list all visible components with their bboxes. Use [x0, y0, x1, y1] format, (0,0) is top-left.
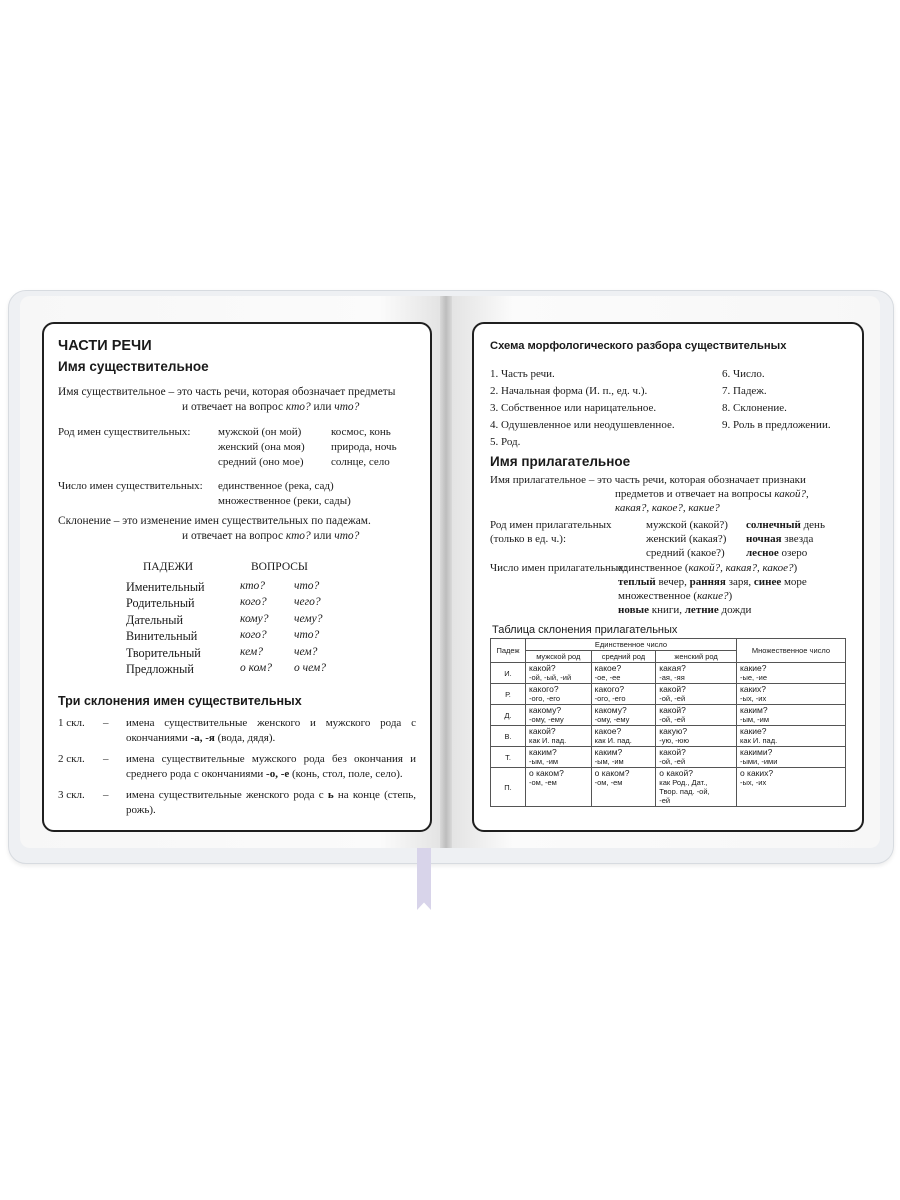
header-masculine: мужской род: [526, 651, 592, 663]
adjective-number-singular: единственное (какой?, какая?, какое?): [618, 562, 798, 574]
table-cell: какой? -ой, -ей: [656, 684, 737, 705]
declension-text: имена существительные женского и мужского рода с окончаниями -а, -я (вода, дядя).: [126, 717, 416, 744]
noun-gender-example: солнце, село: [331, 456, 390, 468]
noun-number-label: Число имен существительных:: [58, 480, 203, 492]
case-question: что?: [294, 629, 320, 641]
case-question: кто?: [240, 580, 266, 592]
scheme-item: 3. Собственное или нарицательное.: [490, 402, 657, 414]
table-cell: о каком? -ом, -ем: [591, 768, 656, 807]
table-case: Т.: [491, 747, 526, 768]
case-name: Именительный: [126, 580, 205, 594]
cases-header: ПАДЕЖИ: [143, 561, 194, 573]
case-name: Творительный: [126, 646, 201, 660]
case-name: Дательный: [126, 613, 184, 627]
scheme-item: 4. Одушевленное или неодушевленное.: [490, 419, 675, 431]
header-feminine: женский род: [656, 651, 737, 663]
adjective-gender-label: Род имен прилагательных: [490, 519, 612, 531]
noun-gender-label: Род имен существительных:: [58, 426, 191, 438]
adjective-number-singular-examples: теплый вечер, ранняя заря, синее море: [618, 576, 807, 588]
case-question: о ком?: [240, 662, 272, 674]
table-cell: какого? -ого, -его: [591, 684, 656, 705]
declension-text: имена существительные мужского рода без окончания и среднего рода с окончаниями -о, -е (конь, стол, поле, село).: [126, 753, 416, 780]
noun-number-plural: множественное (реки, сады): [218, 495, 351, 507]
declension-table-title: Таблица склонения прилагательных: [492, 624, 678, 636]
page-heading: ЧАСТИ РЕЧИ: [58, 338, 152, 354]
adjective-number-label: Число имен прилагательных:: [490, 562, 627, 574]
table-case: П.: [491, 768, 526, 807]
adjective-gender-row: средний (какое?): [646, 547, 725, 559]
case-question: чему?: [294, 613, 323, 625]
table-cell: каким? -ым, -им: [591, 747, 656, 768]
header-case: Падеж: [491, 639, 526, 663]
adjective-declension-table: [490, 638, 846, 807]
table-cell: какая? -ая, -яя: [656, 663, 737, 684]
noun-number-singular: единственное (река, сад): [218, 480, 334, 492]
adjective-number-plural-examples: новые книги, летние дожди: [618, 604, 752, 616]
noun-gender-row: мужской (он мой): [218, 426, 302, 438]
table-cell: каких? -ых, -их: [736, 684, 845, 705]
case-question: что?: [294, 580, 320, 592]
case-name: Предложный: [126, 662, 194, 676]
table-cell: какой? как И. пад.: [526, 726, 592, 747]
header-neuter: средний род: [591, 651, 656, 663]
declension-label: 2 скл.: [58, 753, 85, 765]
table-cell: о каких? -ых, -их: [736, 768, 845, 807]
adjective-gender-row: женский (какая?): [646, 533, 727, 545]
declension-label: 3 скл.: [58, 789, 85, 801]
table-cell: какое? как И. пад.: [591, 726, 656, 747]
scheme-heading: Схема морфологического разбора существительных: [490, 340, 787, 352]
adjective-gender-example: лесное озеро: [746, 547, 808, 559]
noun-gender-example: природа, ночь: [331, 441, 397, 453]
table-cell: какие? как И. пад.: [736, 726, 845, 747]
noun-gender-example: космос, конь: [331, 426, 391, 438]
declension-text: имена существительные женского рода с ь на конце (степь, рожь).: [126, 789, 416, 816]
table-row: [491, 705, 846, 726]
scheme-item: 9. Роль в предложении.: [722, 419, 831, 431]
scheme-item: 7. Падеж.: [722, 385, 767, 397]
table-cell: какой? -ой, -ей: [656, 747, 737, 768]
table-row: [491, 663, 846, 684]
table-cell: какому? -ому, -ему: [526, 705, 592, 726]
declension-definition-line2: и отвечает на вопрос кто? или что?: [182, 530, 360, 542]
scheme-item: 2. Начальная форма (И. п., ед. ч.).: [490, 385, 648, 397]
notebook-spine: [440, 296, 452, 848]
noun-definition-line1: Имя существительное – это часть речи, которая обозначает предметы: [58, 386, 396, 398]
table-header-row: [491, 639, 846, 651]
header-singular: Единственное число: [526, 639, 737, 651]
declension-dash: –: [103, 789, 109, 801]
table-row: [491, 726, 846, 747]
case-question: кого?: [240, 629, 267, 641]
table-cell: о какой? как Род., Дат., Твор. пад. -ой, -ей: [656, 768, 737, 807]
adjective-gender-row: мужской (какой?): [646, 519, 728, 531]
declension-dash: –: [103, 753, 109, 765]
table-case: И.: [491, 663, 526, 684]
adjective-definition-line2: предметов и отвечает на вопросы какой?,: [615, 488, 809, 500]
questions-header: ВОПРОСЫ: [251, 561, 308, 573]
table-cell: какие? -ые, -ие: [736, 663, 845, 684]
noun-gender-row: средний (оно мое): [218, 456, 304, 468]
case-question: чем?: [294, 646, 318, 658]
adjective-gender-label-note: (только в ед. ч.):: [490, 533, 567, 545]
declension-definition-line1: Склонение – это изменение имен существительных по падежам.: [58, 515, 371, 527]
scheme-item: 6. Число.: [722, 368, 765, 380]
noun-definition-line2: и отвечает на вопрос кто? или что?: [182, 401, 360, 413]
table-row: [491, 747, 846, 768]
table-row: [491, 768, 846, 807]
adjective-gender-example: солнечный день: [746, 519, 825, 531]
noun-heading: Имя существительное: [58, 359, 209, 374]
declension-dash: –: [103, 717, 109, 729]
table-case: Д.: [491, 705, 526, 726]
bookmark-ribbon: [417, 848, 431, 910]
adjective-definition-line3: какая?, какое?, какие?: [615, 502, 720, 514]
table-cell: какое? -ое, -ее: [591, 663, 656, 684]
noun-gender-row: женский (она моя): [218, 441, 305, 453]
adjective-gender-example: ночная звезда: [746, 533, 814, 545]
table-cell: какими? -ыми, -ими: [736, 747, 845, 768]
case-question: кем?: [240, 646, 263, 658]
table-cell: каким? -ым, -им: [736, 705, 845, 726]
header-plural: Множественное число: [736, 639, 845, 663]
case-question: кого?: [240, 596, 267, 608]
adjective-heading: Имя прилагательное: [490, 454, 631, 469]
case-question: о чем?: [294, 662, 327, 674]
case-name: Винительный: [126, 629, 198, 643]
adjective-number-plural: множественное (какие?): [618, 590, 733, 602]
table-case: В.: [491, 726, 526, 747]
table-cell: о каком? -ом, -ем: [526, 768, 592, 807]
table-cell: какой? -ой, -ый, -ий: [526, 663, 592, 684]
case-question: кому?: [240, 613, 269, 625]
table-case: Р.: [491, 684, 526, 705]
table-cell: какую? -ую, -юю: [656, 726, 737, 747]
case-question: чего?: [294, 596, 321, 608]
scheme-item: 5. Род.: [490, 436, 521, 448]
declension-label: 1 скл.: [58, 717, 85, 729]
table-cell: какой? -ой, -ей: [656, 705, 737, 726]
case-name: Родительный: [126, 596, 195, 610]
scheme-item: 1. Часть речи.: [490, 368, 555, 380]
three-declensions-heading: Три склонения имен существительных: [58, 694, 302, 708]
table-row: [491, 684, 846, 705]
adjective-definition-line1: Имя прилагательное – это часть речи, которая обозначает признаки: [490, 474, 806, 486]
scheme-item: 8. Склонение.: [722, 402, 787, 414]
table-cell: каким? -ым, -им: [526, 747, 592, 768]
table-cell: какому? -ому, -ему: [591, 705, 656, 726]
table-cell: какого? -ого, -его: [526, 684, 592, 705]
